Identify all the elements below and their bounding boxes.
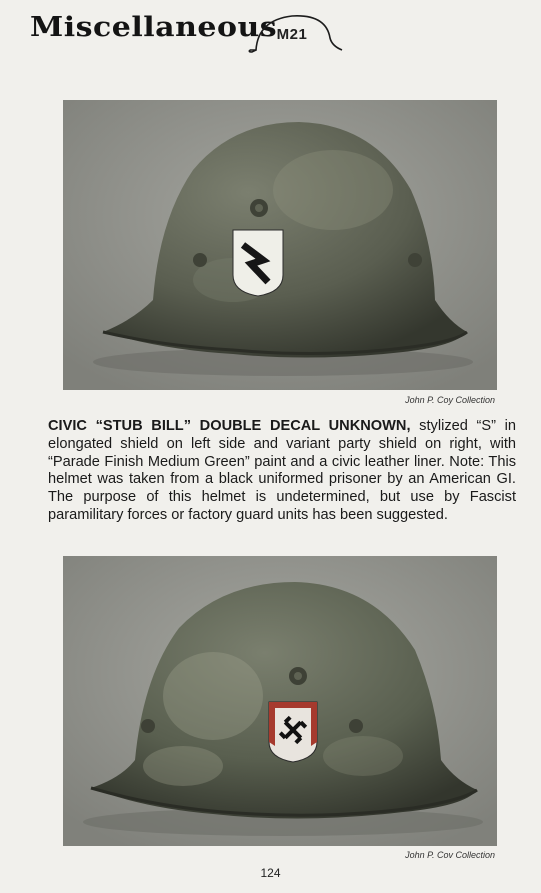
caption-title: CIVIC “STUB BILL” DOUBLE DECAL UNKNOWN, (48, 418, 411, 434)
caption-body: stylized “S” in elongated shield on left side and variant party shield on right, with “Parade Finish Medium Green” paint and a civic leather liner. Note: This helmet was taken from a black uniformed prisoner by an American GI. The purpose of this helmet is undetermined, but use by Fascist paramilitary forces or factory guard units has been suggested. (48, 418, 516, 523)
party-shield-decal-icon (269, 702, 317, 762)
caption (48, 418, 516, 525)
helmet-badge (244, 10, 346, 56)
page-number: 124 (260, 866, 281, 880)
page-header (30, 8, 510, 60)
helmet-photo-2 (63, 556, 497, 846)
photo-credit-2: John P. Cov Collection (405, 850, 495, 860)
s-shield-decal-icon (233, 230, 283, 296)
section-title: Miscellaneous (30, 11, 278, 44)
helmet-photo-1 (63, 100, 497, 390)
photo-credit-1: John P. Coy Collection (405, 395, 495, 405)
badge-label: M21 (276, 26, 308, 43)
